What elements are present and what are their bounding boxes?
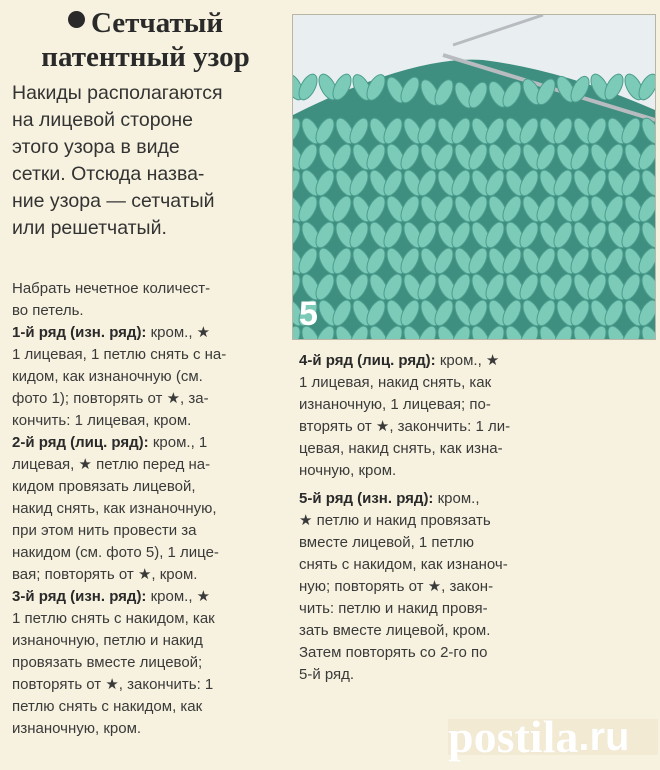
setup-text: Набрать нечетное количест-: [12, 280, 211, 297]
watermark-name: postila: [448, 711, 579, 762]
row2-instruction: 2-й ряд (лиц. ряд): кром., 1: [12, 434, 208, 451]
article-title: Сетчатый патентный узор: [41, 7, 250, 73]
bullet-icon: [68, 11, 85, 28]
instructions-right-column: 4-й ряд (лиц. ряд): кром., ★ 1 лицевая, накид снять, как изнаночную, 1 лицевая; по- вторять от ★, закончить: 1 ли- цевая, накид снять, как изна- ночную, кром. 5-й ряд (изн. ряд): кром., ★ петлю и накид провязать вместе лицевой, 1 петлю снять с накидом, как изнаноч- ную; повторять от ★, закон- чить: петлю и накид провя- зать вместе лицевой, кром. Затем повторять со 2-го по 5-й ряд.: [299, 350, 567, 686]
row5-instruction: 5-й ряд (изн. ряд): кром.,: [299, 490, 480, 507]
knit-pattern-image: [293, 15, 655, 339]
row1-instruction: 1-й ряд (изн. ряд): кром., ★: [12, 324, 211, 341]
watermark-tld: .ru: [578, 715, 630, 759]
photo-number: 5: [299, 295, 318, 333]
row4-instruction: 4-й ряд (лиц. ряд): кром., ★: [299, 352, 500, 369]
knitting-photo: [292, 14, 656, 340]
instructions-left-column: Набрать нечетное количест- во петель. 1-й ряд (изн. ряд): кром., ★ 1 лицевая, 1 петлю снять с на- кидом, как изнаночную (см. фото 1); повторять от ★, за- кончить: 1 лицевая, кром. 2-й ряд (лиц. ряд): кром., 1 лицевая, ★ петлю перед на- кидом провязать лицевой, накид снять, как изнаночную, при этом нить провести за накидом (см. фото 5), 1 лице- вая; повторять от ★, кром. 3-й ряд (изн. ряд): кром., ★ 1 петлю снять с накидом, как изнаночную, петлю и накид провязать вместе лицевой; повторять от ★, закончить: 1 петлю снять с накидом, как изнаночную, кром.: [12, 278, 284, 740]
row3-instruction: 3-й ряд (изн. ряд): кром., ★: [12, 588, 211, 605]
closing-note: Затем повторять со 2-го по: [299, 644, 488, 661]
postila-watermark: [448, 712, 658, 762]
intro-paragraph: Накиды располагаются на лицевой стороне этого узора в виде сетки. Отсюда назва- ние узора — сетчатый или решетчатый.: [12, 82, 223, 239]
